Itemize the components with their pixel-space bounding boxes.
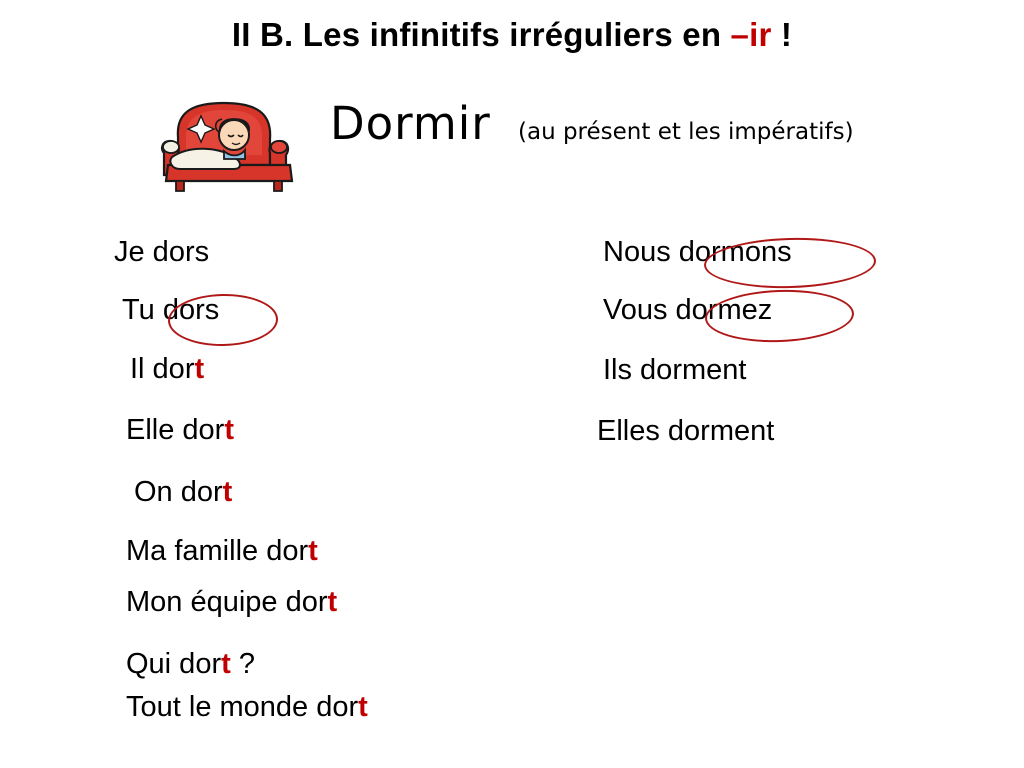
conjugation-line bbox=[126, 537, 528, 566]
line-text: Ma famille dor bbox=[126, 535, 309, 567]
verb-subtitle: (au présent et les impératifs) bbox=[518, 119, 854, 145]
line-text: Je dors bbox=[114, 236, 210, 268]
conjugation-line bbox=[126, 416, 528, 445]
line-ending: t bbox=[194, 353, 205, 385]
conjugation-column-right bbox=[595, 238, 995, 446]
line-text: Qui dor bbox=[126, 648, 222, 680]
line-text: Ils dorment bbox=[603, 354, 747, 386]
conjugation-line bbox=[597, 417, 995, 446]
conjugation-line bbox=[126, 650, 528, 679]
verb-title: Dormir bbox=[330, 97, 491, 150]
line-ending: t bbox=[222, 476, 233, 508]
line-ending: t bbox=[221, 648, 231, 680]
line-suffix: ? bbox=[230, 648, 255, 680]
line-ending: t bbox=[224, 414, 234, 446]
line-text: Vous dormez bbox=[603, 294, 773, 326]
line-text: Il dor bbox=[130, 353, 195, 385]
line-text: Elle dor bbox=[126, 414, 225, 446]
conjugation-line bbox=[603, 238, 995, 267]
line-ending: t bbox=[358, 691, 368, 723]
line-text: Tout le monde dor bbox=[126, 691, 359, 723]
conjugation-line bbox=[126, 588, 528, 617]
sleeping-child-in-red-armchair-icon bbox=[150, 95, 310, 205]
page-title bbox=[0, 16, 1024, 54]
conjugation-line bbox=[126, 693, 528, 722]
verb-heading-row bbox=[150, 95, 1010, 205]
conjugation-line bbox=[603, 296, 995, 325]
conjugation-line bbox=[130, 355, 528, 384]
conjugation-line bbox=[114, 238, 528, 267]
title-accent: –ir bbox=[730, 16, 772, 53]
line-ending: t bbox=[308, 535, 318, 567]
title-suffix: ! bbox=[771, 16, 793, 53]
title-prefix: II B. Les infinitifs irréguliers en bbox=[231, 16, 731, 53]
conjugation-line bbox=[122, 296, 528, 325]
line-text: Nous dormons bbox=[603, 236, 792, 268]
line-text: Mon équipe dor bbox=[126, 586, 328, 618]
conjugation-line bbox=[603, 356, 995, 385]
line-text: On dor bbox=[134, 476, 223, 508]
line-text: Tu dors bbox=[122, 294, 220, 326]
line-ending: t bbox=[327, 586, 338, 618]
line-text: Elles dorment bbox=[597, 415, 775, 447]
conjugation-line bbox=[134, 478, 528, 507]
conjugation-column-left bbox=[108, 238, 528, 722]
